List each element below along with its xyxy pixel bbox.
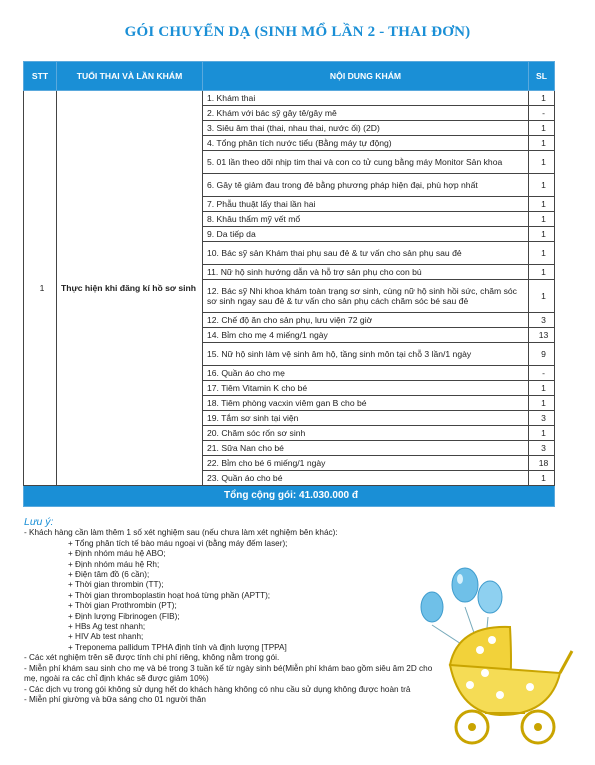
note-line: - Khách hàng cần làm thêm 1 số xét nghiệm sau (nếu chưa làm xét nghiệm bên khác): bbox=[24, 528, 338, 538]
header-stt: STT bbox=[24, 62, 57, 91]
total-price: Tổng cộng gói: 41.030.000 đ bbox=[24, 486, 555, 507]
total-row bbox=[24, 486, 555, 507]
content-cell: 5. 01 lần theo dõi nhịp tim thai và con co tử cung bằng máy Monitor Sản khoa bbox=[203, 151, 529, 174]
note-line: - Các xét nghiệm trên sẽ được tính chi phí riêng, không nằm trong gói. bbox=[24, 653, 280, 663]
content-cell: 17. Tiêm Vitamin K cho bé bbox=[203, 381, 529, 396]
note-line: + Tổng phân tích tế bào máu ngoại vi (bằng máy đếm laser); bbox=[68, 538, 288, 548]
note-line: + Định nhóm máu hệ ABO; bbox=[68, 549, 166, 559]
note-line: + Điện tâm đồ (6 cần); bbox=[68, 570, 150, 580]
quantity-cell: - bbox=[529, 366, 555, 381]
content-cell: 8. Khâu thẩm mỹ vết mổ bbox=[203, 212, 529, 227]
content-cell: 4. Tổng phân tích nước tiểu (Bằng máy tự động) bbox=[203, 136, 529, 151]
header-qty: SL bbox=[529, 62, 555, 91]
quantity-cell: 1 bbox=[529, 227, 555, 242]
table-body bbox=[24, 91, 555, 507]
content-cell: 9. Da tiếp da bbox=[203, 227, 529, 242]
quantity-cell: 3 bbox=[529, 411, 555, 426]
quantity-cell: 1 bbox=[529, 471, 555, 486]
note-line: + HBs Ag test nhanh; bbox=[68, 622, 146, 632]
quantity-cell: 1 bbox=[529, 212, 555, 227]
timing-cell: Thực hiện khi đăng kí hồ sơ sinh bbox=[57, 91, 203, 486]
quantity-cell: 1 bbox=[529, 265, 555, 280]
note-line: + Định nhóm máu hệ Rh; bbox=[68, 559, 160, 569]
content-cell: 7. Phẫu thuật lấy thai lần hai bbox=[203, 197, 529, 212]
quantity-cell: 13 bbox=[529, 328, 555, 343]
quantity-cell: 1 bbox=[529, 151, 555, 174]
table-header-row bbox=[24, 62, 555, 91]
header-content: NỘI DUNG KHÁM bbox=[203, 62, 529, 91]
content-cell: 12. Bác sỹ Nhi khoa khám toàn trạng sơ sinh, cùng nữ hộ sinh hồi sức, chăm sóc sơ sinh ngay sau đẻ & tư vấn cho sản phụ cách chăm sóc bé sau đẻ bbox=[203, 280, 529, 313]
notes-title: Lưu ý: bbox=[24, 516, 54, 528]
quantity-cell: 1 bbox=[529, 280, 555, 313]
note-line: - Các dịch vụ trong gói không sử dụng hết do khách hàng không có nhu cầu sử dụng không được hoàn trả bbox=[24, 684, 411, 694]
quantity-cell: 9 bbox=[529, 343, 555, 366]
content-cell: 1. Khám thai bbox=[203, 91, 529, 106]
content-cell: 20. Chăm sóc rốn sơ sinh bbox=[203, 426, 529, 441]
table-row bbox=[24, 91, 555, 106]
header-timing: TUỔI THAI VÀ LẦN KHÁM bbox=[57, 62, 203, 91]
note-line: + Thời gian thrombin (TT); bbox=[68, 580, 164, 590]
quantity-cell: 1 bbox=[529, 396, 555, 411]
content-cell: 23. Quần áo cho bé bbox=[203, 471, 529, 486]
quantity-cell: 1 bbox=[529, 426, 555, 441]
note-line: - Miễn phí giường và bữa sáng cho 01 người thân bbox=[24, 694, 206, 704]
note-line: mẹ, ngoài ra các chỉ định khác sẽ được giảm 10%) bbox=[24, 674, 209, 684]
content-cell: 10. Bác sỹ sản Khám thai phụ sau đẻ & tư vấn cho sản phụ sau đẻ bbox=[203, 242, 529, 265]
note-line: - Miễn phí khám sau sinh cho mẹ và bé trong 3 tuần kể từ ngày sinh bé(Miễn phí khám bao gồm siêu âm 2D cho bbox=[24, 663, 433, 673]
content-cell: 2. Khám với bác sỹ gây tê/gây mê bbox=[203, 106, 529, 121]
content-cell: 12. Chế độ ăn cho sản phụ, lưu viện 72 giờ bbox=[203, 313, 529, 328]
content-cell: 3. Siêu âm thai (thai, nhau thai, nước ối) (2D) bbox=[203, 121, 529, 136]
quantity-cell: 3 bbox=[529, 313, 555, 328]
content-cell: 6. Gây tê giảm đau trong đẻ bằng phương pháp hiện đại, phù hợp nhất bbox=[203, 174, 529, 197]
content-cell: 21. Sữa Nan cho bé bbox=[203, 441, 529, 456]
quantity-cell: 1 bbox=[529, 197, 555, 212]
quantity-cell: - bbox=[529, 106, 555, 121]
quantity-cell: 1 bbox=[529, 174, 555, 197]
content-cell: 14. Bỉm cho mẹ 4 miếng/1 ngày bbox=[203, 328, 529, 343]
note-line: + Thời gian Prothrombin (PT); bbox=[68, 601, 177, 611]
stt-cell: 1 bbox=[24, 91, 57, 486]
quantity-cell: 1 bbox=[529, 381, 555, 396]
quantity-cell: 1 bbox=[529, 121, 555, 136]
quantity-cell: 18 bbox=[529, 456, 555, 471]
content-cell: 22. Bỉm cho bé 6 miếng/1 ngày bbox=[203, 456, 529, 471]
content-cell: 11. Nữ hộ sinh hướng dẫn và hỗ trợ sản phụ cho con bú bbox=[203, 265, 529, 280]
note-line: + Thời gian thromboplastin hoạt hoá từng phần (APTT); bbox=[68, 590, 271, 600]
page-title: GÓI CHUYỂN DẠ (SINH MỔ LẦN 2 - THAI ĐƠN) bbox=[124, 24, 471, 40]
content-cell: 18. Tiêm phòng vacxin viêm gan B cho bé bbox=[203, 396, 529, 411]
content-cell: 16. Quần áo cho mẹ bbox=[203, 366, 529, 381]
content-cell: 15. Nữ hộ sinh làm vệ sinh âm hộ, tầng sinh môn tại chỗ 3 lần/1 ngày bbox=[203, 343, 529, 366]
note-line: + Định lượng Fibrinogen (FIB); bbox=[68, 611, 180, 621]
note-line: + HIV Ab test nhanh; bbox=[68, 632, 144, 642]
package-table bbox=[23, 61, 555, 507]
quantity-cell: 1 bbox=[529, 91, 555, 106]
quantity-cell: 3 bbox=[529, 441, 555, 456]
baby-stroller-with-balloons-icon bbox=[410, 555, 580, 750]
quantity-cell: 1 bbox=[529, 242, 555, 265]
quantity-cell: 1 bbox=[529, 136, 555, 151]
content-cell: 19. Tắm sơ sinh tại viện bbox=[203, 411, 529, 426]
note-line: + Treponema pallidum TPHA định tính và định lượng [TPPA] bbox=[68, 642, 287, 652]
